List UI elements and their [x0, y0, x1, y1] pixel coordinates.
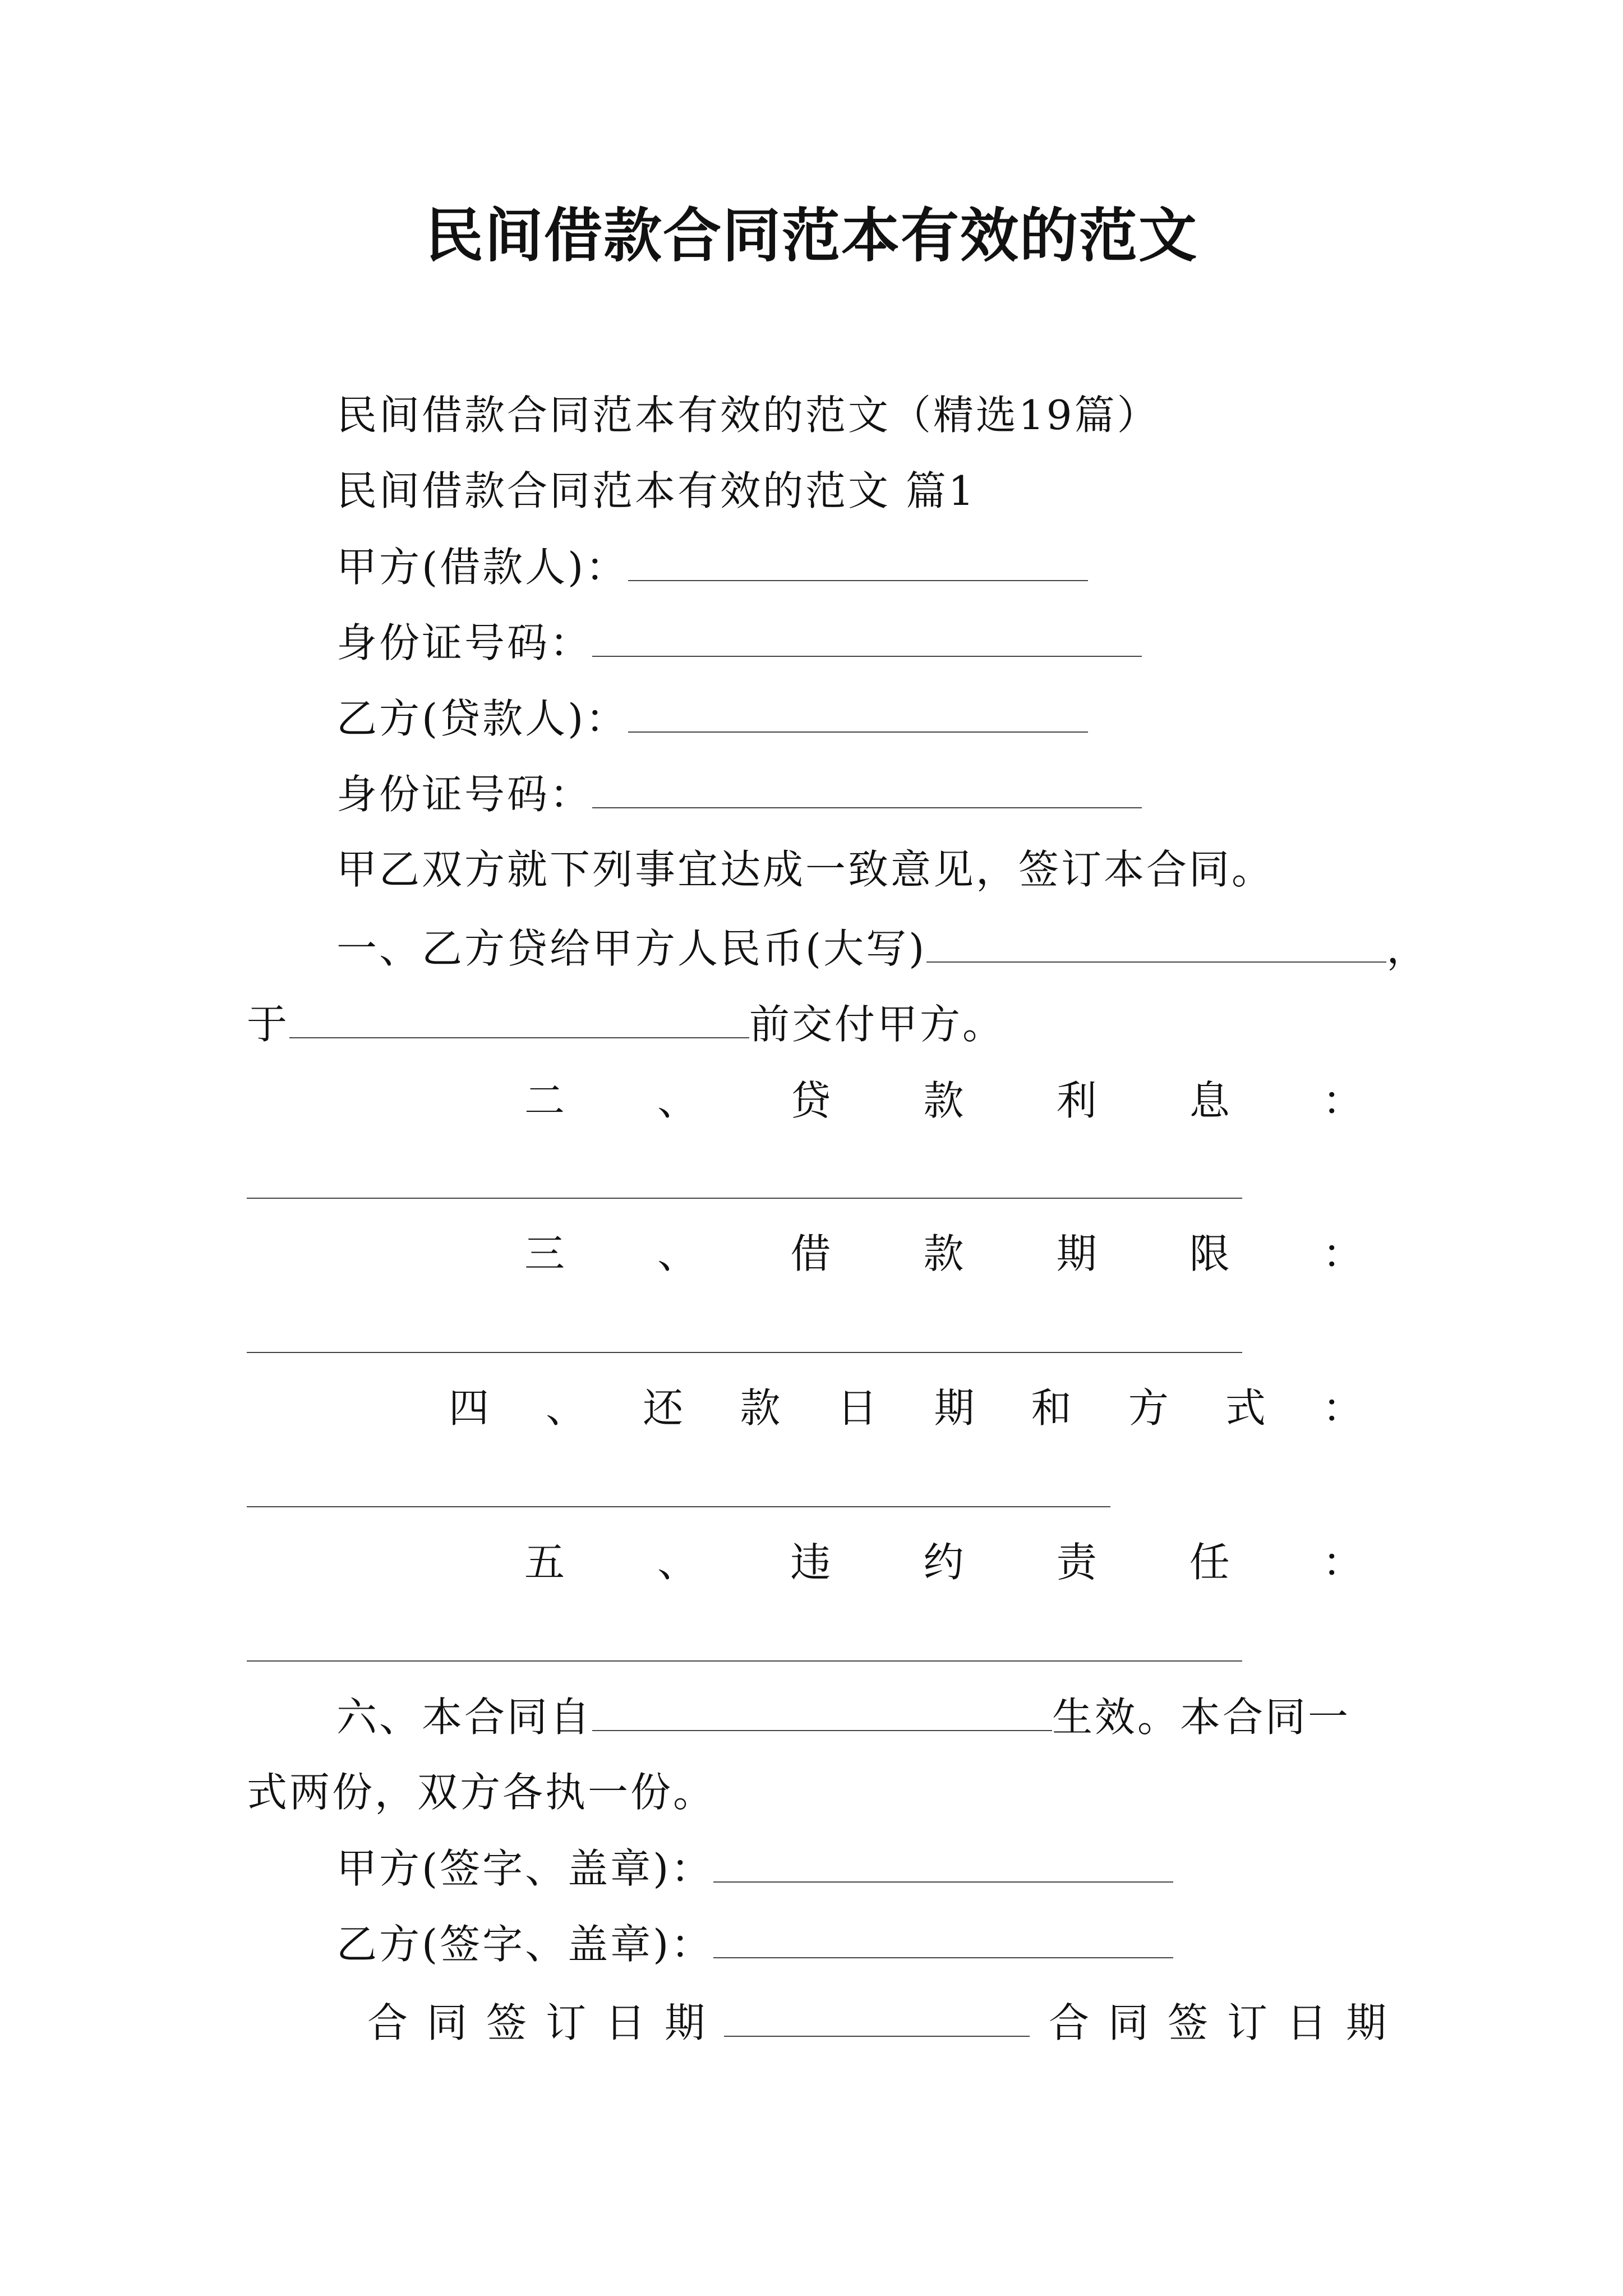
clause3-char: 借 [790, 1230, 831, 1277]
clause5-char: ： [1322, 1539, 1363, 1586]
signature-a-label: 甲方(签字、盖章)： [336, 1845, 714, 1892]
sign-date-label-left: 合同签订日期 [367, 1999, 725, 2046]
clause3-char: ： [1322, 1230, 1363, 1277]
party-a-row [336, 539, 1088, 595]
clause4-char: 款 [740, 1384, 781, 1432]
clause2-char: 二 [524, 1077, 565, 1124]
signature-b-field[interactable] [713, 1916, 1173, 1958]
sign-date-field[interactable] [724, 1994, 1030, 2037]
clause2-char: 息 [1189, 1077, 1230, 1124]
clause1-line1 [336, 920, 1429, 977]
clause2-char: 款 [923, 1077, 964, 1124]
clause4-char: ： [1322, 1384, 1363, 1432]
clause1-comma: ， [1386, 925, 1430, 972]
clause4-heading [449, 1380, 1363, 1436]
party-a-id-row [336, 614, 1142, 671]
clause6-suffix: 生效。本合同一 [1052, 1694, 1351, 1741]
clause4-char: 和 [1031, 1384, 1072, 1432]
party-b-id-field[interactable] [592, 766, 1142, 808]
effective-date-field[interactable] [592, 1688, 1052, 1731]
party-b-row [336, 690, 1088, 747]
subtitle: 民间借款合同范本有效的范文（精选19篇） [336, 392, 1160, 439]
interest-field[interactable] [247, 1198, 1242, 1199]
clause4-char: 还 [643, 1384, 684, 1432]
clause5-char: 约 [923, 1539, 964, 1586]
clause6-line2: 式两份，双方各执一份。 [247, 1769, 716, 1816]
term-field[interactable] [247, 1352, 1242, 1353]
party-a-id-field[interactable] [592, 614, 1142, 657]
clause3-char: 三 [524, 1230, 565, 1277]
clause3-heading [524, 1226, 1363, 1282]
breach-field[interactable] [247, 1660, 1242, 1662]
signature-a-row [336, 1840, 1173, 1897]
clause5-char: 任 [1189, 1539, 1230, 1586]
clause6-prefix: 六、本合同自 [336, 1694, 593, 1741]
party-b-id-row [336, 766, 1142, 822]
clause6-line1 [336, 1688, 1350, 1745]
clause5-char: 五 [524, 1539, 565, 1586]
clause1-line2-suffix: 前交付甲方。 [749, 1001, 1006, 1048]
signature-b-row [336, 1916, 1173, 1972]
clause4-char: 四 [449, 1384, 490, 1432]
clause2-char: 、 [657, 1077, 698, 1124]
intro-text: 甲乙双方就下列事宜达成一致意见，签订本合同。 [336, 846, 1275, 893]
clause4-char: 式 [1225, 1384, 1266, 1432]
clause4-char: 、 [546, 1384, 587, 1432]
clause2-char: 利 [1056, 1077, 1097, 1124]
party-a-field[interactable] [628, 539, 1088, 581]
clause5-char: 责 [1056, 1539, 1097, 1586]
party-b-field[interactable] [628, 690, 1088, 733]
sign-date-label-right: 合同签订日期 [1049, 1999, 1406, 2046]
sign-date-row [367, 1994, 1405, 2051]
document-title: 民间借款合同范本有效的范文 [425, 201, 1198, 270]
party-a-label: 甲方(借款人)： [336, 544, 629, 591]
clause3-char: 限 [1189, 1230, 1230, 1277]
clause1-line2-prefix: 于 [247, 1001, 290, 1048]
clause4-char: 方 [1128, 1384, 1169, 1432]
clause3-char: 、 [657, 1230, 698, 1277]
clause2-char: 贷 [790, 1077, 831, 1124]
signature-b-label: 乙方(签字、盖章)： [336, 1921, 714, 1968]
clause4-char: 日 [837, 1384, 878, 1432]
clause5-char: 违 [790, 1539, 831, 1586]
party-b-label: 乙方(贷款人)： [336, 695, 629, 742]
party-a-id-label: 身份证号码： [336, 619, 593, 666]
clause5-heading [524, 1534, 1363, 1590]
clause1-prefix: 一、乙方贷给甲方人民币(大写) [336, 925, 927, 972]
party-b-id-label: 身份证号码： [336, 771, 593, 818]
clause2-heading [524, 1073, 1363, 1129]
clause1-line2 [247, 996, 1005, 1052]
clause3-char: 期 [1056, 1230, 1097, 1277]
loan-amount-field[interactable] [926, 920, 1386, 963]
article-heading: 民间借款合同范本有效的范文 篇1 [336, 467, 976, 514]
delivery-date-field[interactable] [289, 996, 749, 1038]
clause3-char: 款 [923, 1230, 964, 1277]
signature-a-field[interactable] [713, 1840, 1173, 1883]
clause2-char: ： [1322, 1077, 1363, 1124]
repayment-field[interactable] [247, 1506, 1110, 1507]
clause5-char: 、 [657, 1539, 698, 1586]
clause4-char: 期 [934, 1384, 975, 1432]
